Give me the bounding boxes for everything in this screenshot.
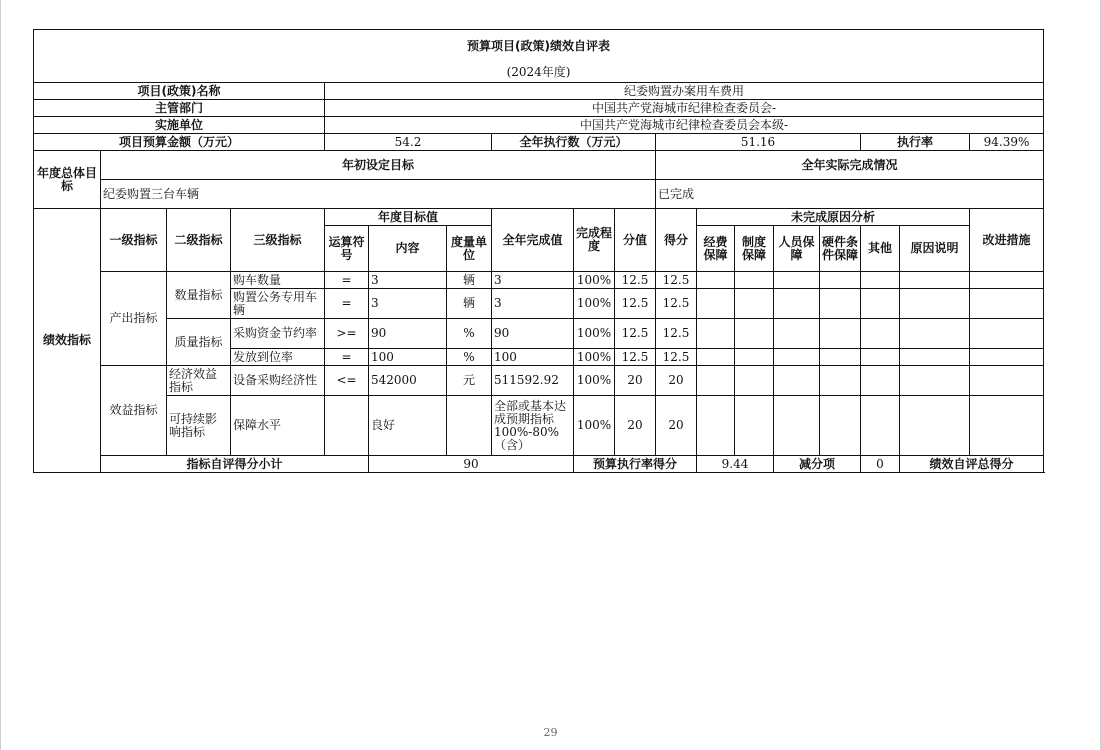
budget-label: 项目预算金额（万元） <box>34 134 325 151</box>
row-degree: 100% <box>574 349 615 366</box>
header-reason-other: 其他 <box>861 226 900 272</box>
row-value: 全部或基本达成预期指标100%-80%（含） <box>492 396 574 456</box>
budget-value: 54.2 <box>325 134 492 151</box>
row-name: 购车数量 <box>231 272 325 289</box>
row-value: 511592.92 <box>492 366 574 396</box>
row-value: 3 <box>492 289 574 319</box>
group-economic: 经济效益指标 <box>167 366 231 396</box>
page-subtitle: (2024年度) <box>34 64 1044 83</box>
row-name: 发放到位率 <box>231 349 325 366</box>
performance-evaluation-table <box>33 29 1044 473</box>
row-value: 3 <box>492 272 574 289</box>
page-edge-left <box>0 0 1 750</box>
table-row <box>34 272 1044 289</box>
row-score: 12.5 <box>656 272 697 289</box>
row-content: 100 <box>369 349 447 366</box>
row-points: 20 <box>615 396 656 456</box>
goal-label: 年度总体目标 <box>34 151 101 209</box>
header-target: 年度目标值 <box>325 209 492 226</box>
row-unit: % <box>447 319 492 349</box>
row-unit: % <box>447 349 492 366</box>
header-reason-hardware: 硬件条件保障 <box>820 226 861 272</box>
row-points: 20 <box>615 366 656 396</box>
header-reason-funding: 经费保障 <box>697 226 735 272</box>
row-points: 12.5 <box>615 289 656 319</box>
row-unit <box>447 396 492 456</box>
header-content: 内容 <box>369 226 447 272</box>
row-points: 12.5 <box>615 349 656 366</box>
row-name: 保障水平 <box>231 396 325 456</box>
subtotal-value: 90 <box>369 456 574 473</box>
row-name: 购置公务专用车辆 <box>231 289 325 319</box>
row-score: 12.5 <box>656 319 697 349</box>
row-score: 20 <box>656 396 697 456</box>
page-number: 29 <box>543 726 558 739</box>
rate-label: 执行率 <box>861 134 970 151</box>
executed-value: 51.16 <box>656 134 861 151</box>
row-content: 90 <box>369 319 447 349</box>
dept-value: 中国共产党海城市纪律检查委员会- <box>325 100 1044 117</box>
deduct-value: 0 <box>861 456 900 473</box>
group-output: 产出指标 <box>101 272 167 366</box>
total-label: 绩效自评总得分 <box>900 456 1044 473</box>
exec-score-value: 9.44 <box>697 456 774 473</box>
header-level1: 一级指标 <box>101 209 167 272</box>
header-level2: 二级指标 <box>167 209 231 272</box>
header-level3: 三级指标 <box>231 209 325 272</box>
row-content: 3 <box>369 289 447 319</box>
executed-label: 全年执行数（万元） <box>492 134 656 151</box>
dept-label: 主管部门 <box>34 100 325 117</box>
perf-indicator-label: 绩效指标 <box>34 209 101 473</box>
row-op: = <box>325 272 369 289</box>
goal-actual-header: 全年实际完成情况 <box>656 151 1044 180</box>
row-name: 采购资金节约率 <box>231 319 325 349</box>
row-op: <= <box>325 366 369 396</box>
header-op: 运算符号 <box>325 226 369 272</box>
rate-value: 94.39% <box>970 134 1044 151</box>
exec-score-label: 预算执行率得分 <box>574 456 697 473</box>
header-measures: 改进措施 <box>970 209 1044 272</box>
row-degree: 100% <box>574 289 615 319</box>
header-reasons: 未完成原因分析 <box>697 209 970 226</box>
project-name-value: 纪委购置办案用车费用 <box>325 83 1044 100</box>
row-unit: 元 <box>447 366 492 396</box>
header-points: 分值 <box>615 209 656 272</box>
header-degree: 完成程度 <box>574 209 615 272</box>
row-points: 12.5 <box>615 319 656 349</box>
row-content: 3 <box>369 272 447 289</box>
row-name: 设备采购经济性 <box>231 366 325 396</box>
group-quality: 质量指标 <box>167 319 231 366</box>
subtotal-label: 指标自评得分小计 <box>101 456 369 473</box>
header-unit: 度量单位 <box>447 226 492 272</box>
row-unit: 辆 <box>447 289 492 319</box>
group-sustain: 可持续影响指标 <box>167 396 231 456</box>
page-title: 预算项目(政策)绩效自评表 <box>34 30 1044 64</box>
table-row <box>34 396 1044 456</box>
header-reason-staff: 人员保障 <box>774 226 820 272</box>
row-unit: 辆 <box>447 272 492 289</box>
row-content: 542000 <box>369 366 447 396</box>
unit-label: 实施单位 <box>34 117 325 134</box>
row-value: 90 <box>492 319 574 349</box>
row-content: 良好 <box>369 396 447 456</box>
table-row <box>34 319 1044 349</box>
row-value: 100 <box>492 349 574 366</box>
deduct-label: 减分项 <box>774 456 861 473</box>
goal-actual-value: 已完成 <box>656 180 1044 209</box>
row-degree: 100% <box>574 396 615 456</box>
row-op: = <box>325 349 369 366</box>
group-benefit: 效益指标 <box>101 366 167 456</box>
row-score: 12.5 <box>656 349 697 366</box>
row-op <box>325 396 369 456</box>
row-op: = <box>325 289 369 319</box>
goal-initial-header: 年初设定目标 <box>101 151 656 180</box>
row-score: 12.5 <box>656 289 697 319</box>
header-done-value: 全年完成值 <box>492 209 574 272</box>
group-quantity: 数量指标 <box>167 272 231 319</box>
header-reason-desc: 原因说明 <box>900 226 970 272</box>
row-op: >= <box>325 319 369 349</box>
header-score: 得分 <box>656 209 697 272</box>
row-degree: 100% <box>574 319 615 349</box>
project-name-label: 项目(政策)名称 <box>34 83 325 100</box>
header-reason-system: 制度保障 <box>735 226 774 272</box>
goal-initial-value: 纪委购置三台车辆 <box>101 180 656 209</box>
unit-value: 中国共产党海城市纪律检查委员会本级- <box>325 117 1044 134</box>
row-score: 20 <box>656 366 697 396</box>
row-points: 12.5 <box>615 272 656 289</box>
row-degree: 100% <box>574 366 615 396</box>
table-row <box>34 366 1044 396</box>
row-degree: 100% <box>574 272 615 289</box>
